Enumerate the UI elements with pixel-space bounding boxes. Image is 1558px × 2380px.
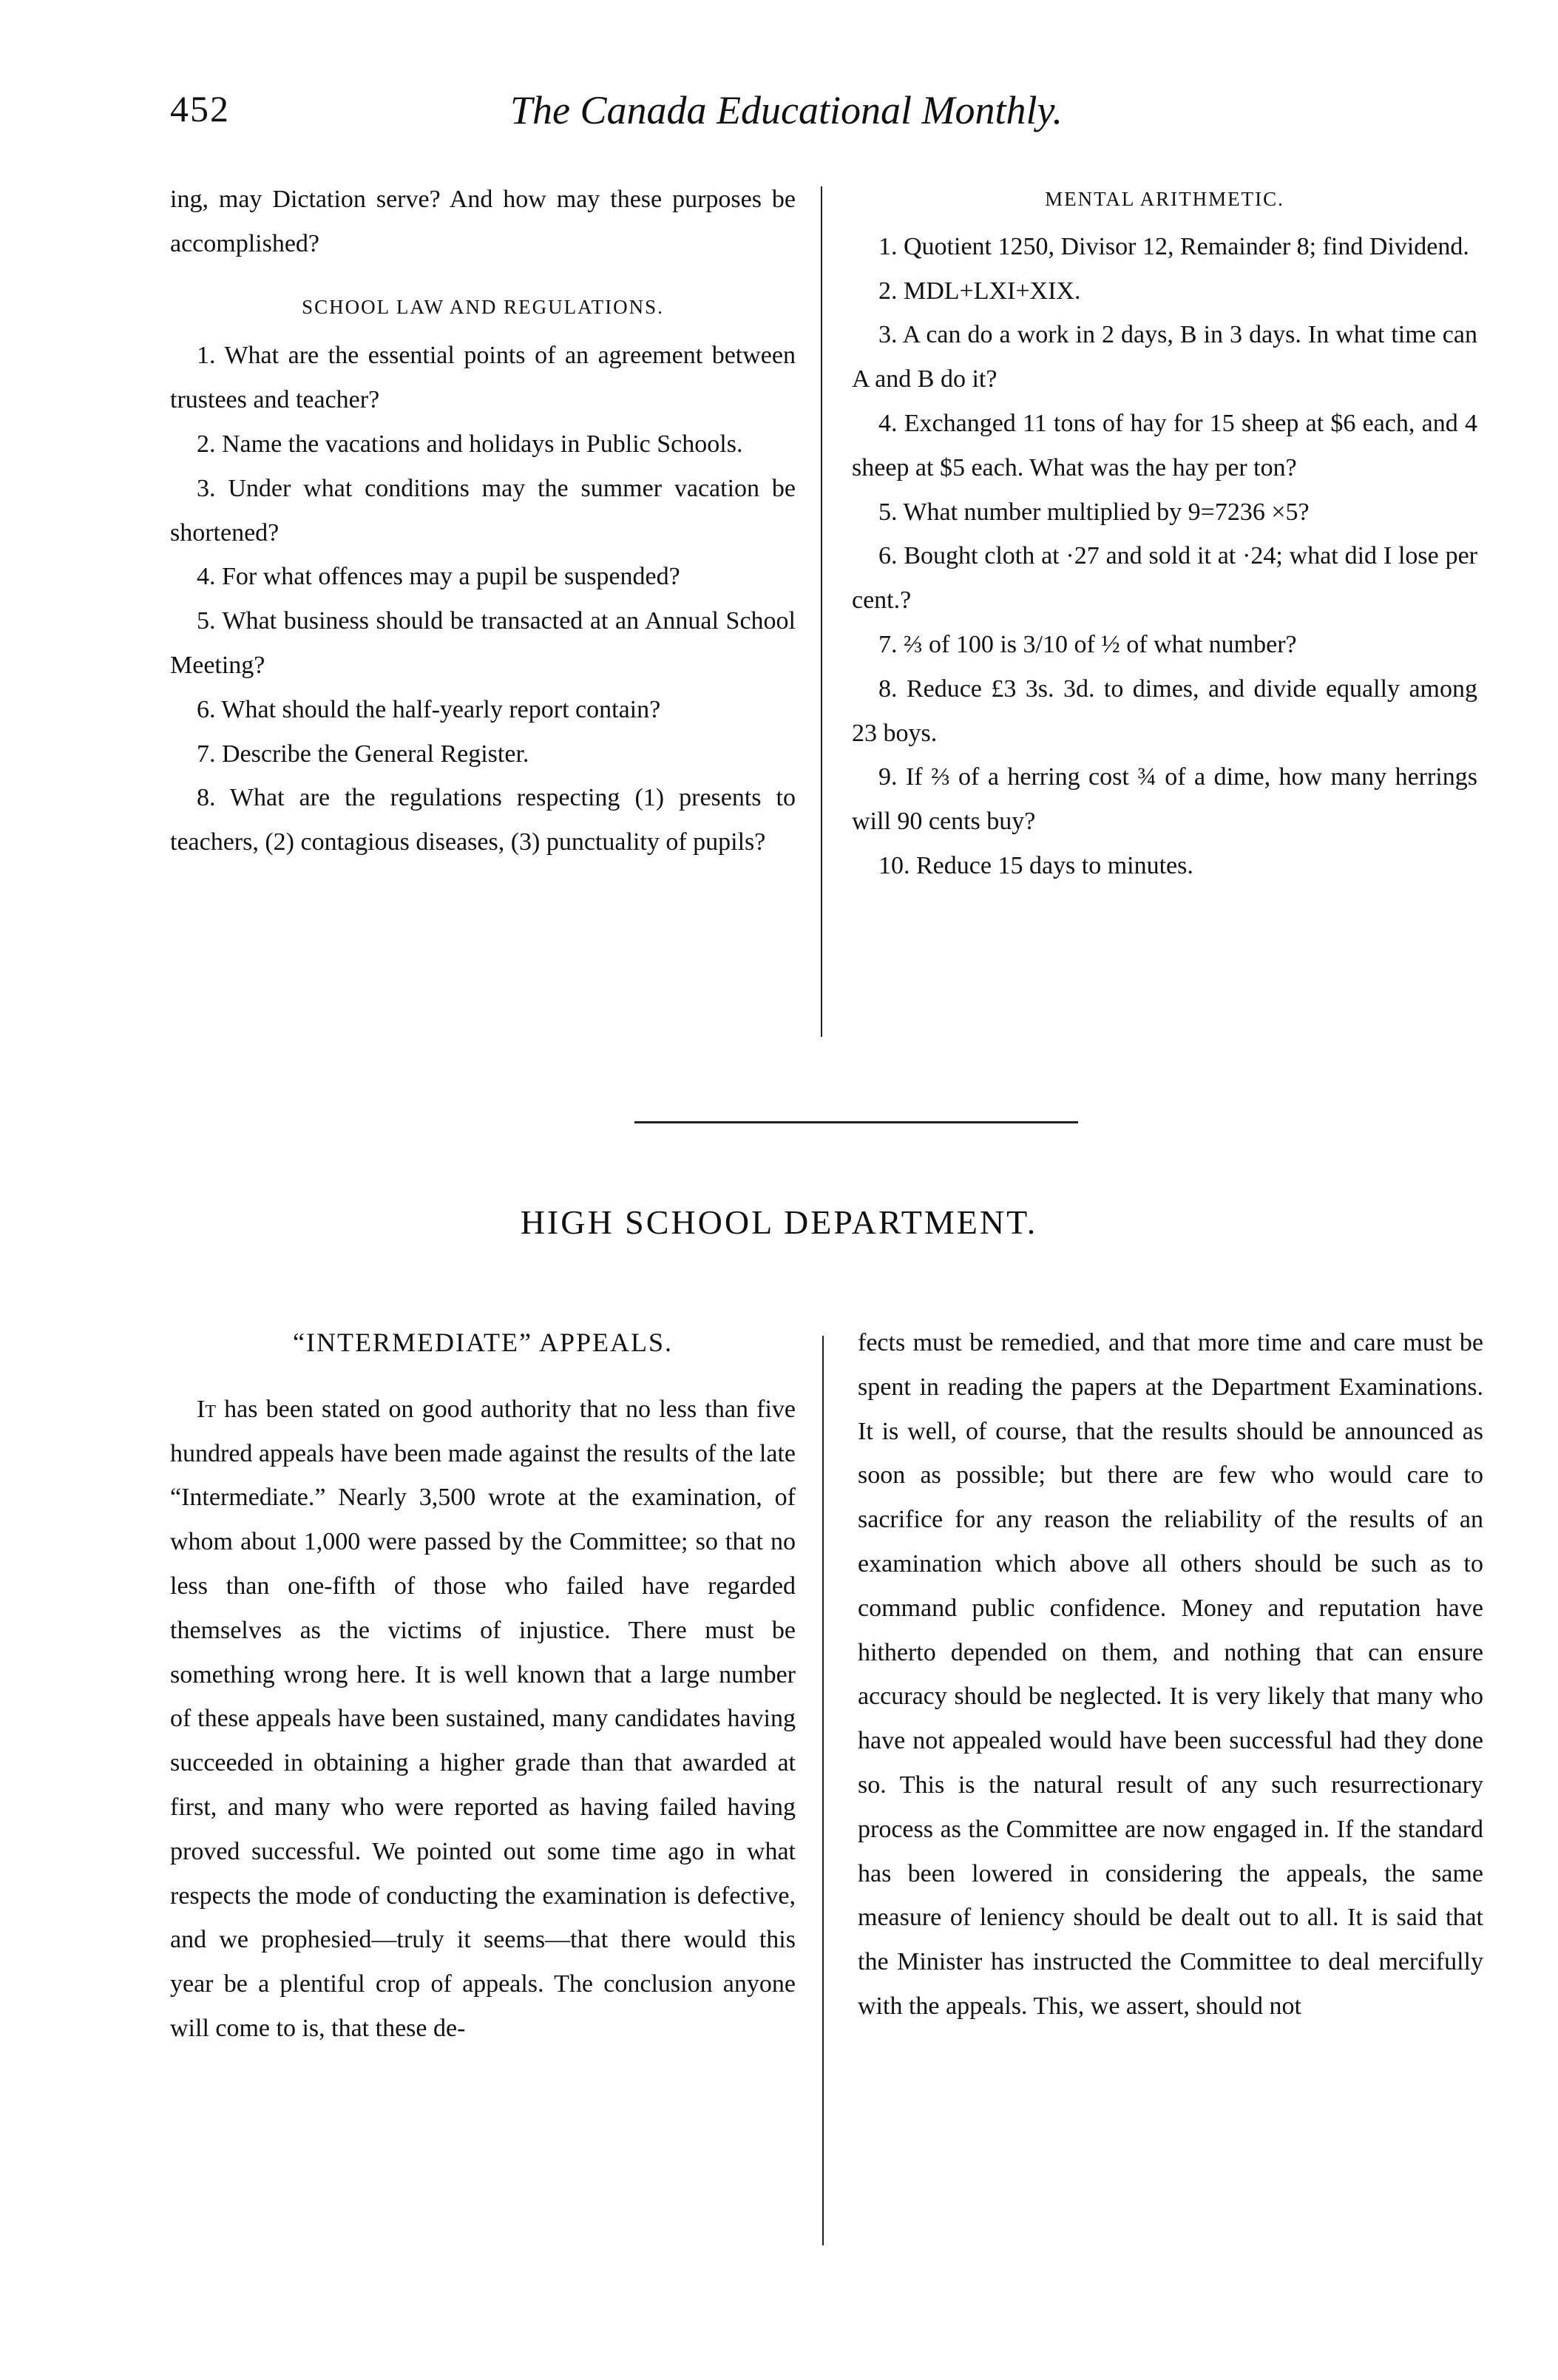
article-body-left: has been stated on good authority that no less than five hundred appeals have been made against the results of the late “Intermediate.” Nearly 3,500 wrote at the examination, of whom about 1,000 were passed by the Committee; so that no less than one-fifth of those who failed have regarded themselves as the victims of injustice. There must be something wrong here. It is well known that a large number of these appeals have been sustained, many candidates having succeeded in obtaining a higher grade than that awarded at first, and many who were reported as having failed having proved successful. We pointed out some time ago in what respects the mode of conducting the examination is defective, and we prophesied—truly it seems—that there would this year be a plentiful crop of appeals. The conclusion anyone will come to is, that these de- (170, 1395, 796, 2042)
carryover-text: ing, may Dictation serve? And how may these purposes be accomplished? (170, 186, 796, 257)
article-body-right: fects must be remedied, and that more time and care must be spent in reading the papers at the Department Examinations. It is well, of course, that the results should be announced as soon as possible; but there are few who would care to sacrifice for any reason the reliability of the results of an examination which above all others should be such as to command public confidence. Money and reputation have hitherto depended on them, and nothing that can ensure accuracy should be neglected. It is very likely that many who have not appealed would have been successful had they done so. This is the natural result of any such resurrectionary process as the Committee are now engaged in. If the standard has been lowered in considering the appeals, the same measure of leniency should be dealt out to all. It is said that the Minister has instructed the Committee to deal mercifully with the appeals. This, we assert, should not (858, 1329, 1483, 2020)
mental-arithmetic-column (852, 178, 1477, 888)
running-title: The Canada Educational Monthly. (510, 88, 1063, 132)
school-law-question: 5. What business should be transacted at an Annual School Meeting? (170, 607, 796, 679)
article-left-column (170, 1321, 796, 2051)
arithmetic-question: 10. Reduce 15 days to minutes. (878, 851, 1193, 879)
school-law-question: 4. For what offences may a pupil be suspended? (197, 563, 680, 591)
school-law-question: 3. Under what conditions may the summer vacation be shortened? (170, 474, 796, 547)
section-heading-school-law: SCHOOL LAW AND REGULATIONS. (302, 295, 664, 318)
page-number: 452 (170, 88, 230, 129)
column-divider (821, 186, 822, 1037)
arithmetic-question: 1. Quotient 1250, Divisor 12, Remainder 8; find Dividend. (878, 232, 1469, 260)
school-law-question: 1. What are the essential points of an agreement between trustees and teacher? (170, 342, 796, 414)
arithmetic-question: 5. What number multiplied by 9=7236 ×5? (878, 498, 1310, 526)
section-divider (634, 1121, 1078, 1123)
article-title: “INTERMEDIATE” APPEALS. (293, 1328, 673, 1357)
article-paragraph (170, 1387, 796, 2051)
department-title: HIGH SCHOOL DEPARTMENT. (520, 1203, 1038, 1241)
arithmetic-question: 2. MDL+LXI+XIX. (878, 277, 1081, 305)
arithmetic-question: 4. Exchanged 11 tons of hay for 15 sheep at $6 each, and 4 sheep at $5 each. What was the hay per ton? (852, 409, 1477, 481)
article-lead-word: It (197, 1395, 216, 1423)
section-heading-mental-arithmetic: MENTAL ARITHMETIC. (1045, 188, 1284, 210)
article-right-column (858, 1321, 1483, 2029)
school-law-question: 8. What are the regulations respecting (1) presents to teachers, (2) contagious diseases, (3) punctuality of pupils? (170, 784, 796, 856)
arithmetic-question: 7. ⅔ of 100 is 3/10 of ½ of what number? (878, 630, 1297, 658)
school-law-question: 2. Name the vacations and holidays in Public Schools. (197, 430, 743, 458)
page-header (170, 87, 1523, 146)
arithmetic-question: 8. Reduce £3 3s. 3d. to dimes, and divide equally among 23 boys. (852, 675, 1477, 747)
school-law-question: 6. What should the half-yearly report contain? (197, 695, 661, 723)
arithmetic-question: 9. If ⅔ of a herring cost ¾ of a dime, how many herrings will 90 cents buy? (852, 763, 1477, 836)
school-law-column (170, 178, 796, 865)
arithmetic-question: 6. Bought cloth at ·27 and sold it at ·24; what did I lose per cent.? (852, 542, 1477, 615)
column-divider (822, 1336, 824, 2245)
arithmetic-question: 3. A can do a work in 2 days, B in 3 days. In what time can A and B do it? (852, 321, 1477, 393)
school-law-question: 7. Describe the General Register. (197, 740, 529, 768)
